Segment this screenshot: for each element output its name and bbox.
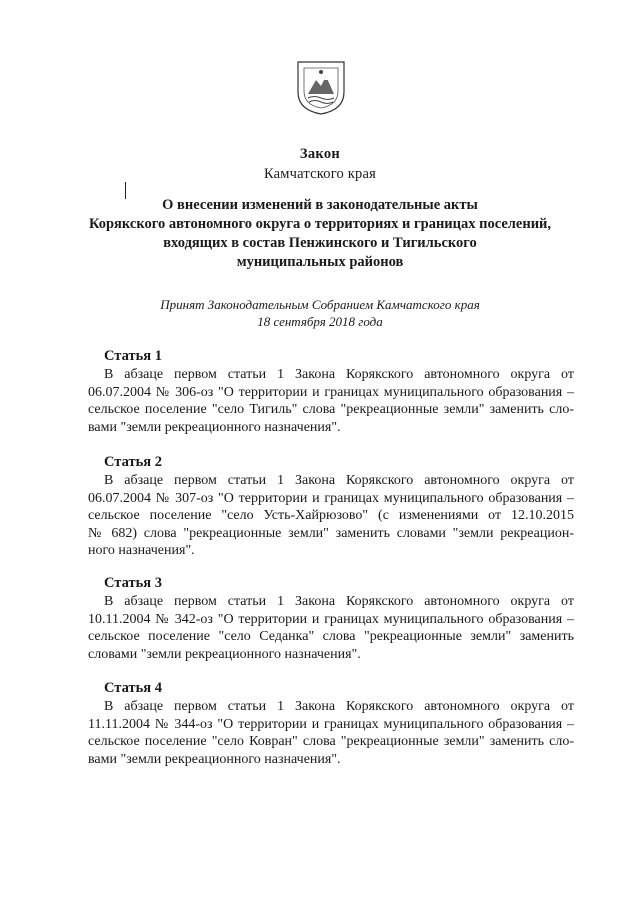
article-3 [88,575,574,663]
law-subtitle: Камчатского края [263,166,376,182]
article-line: 06.07.2004 № 307-оз "О территории и границах муниципального образования – [88,490,574,506]
article-line: В абзаце первом статьи 1 Закона Корякского автономного округа от [104,473,574,488]
coat-of-arms-icon [294,58,348,116]
article-line: В абзаце первом статьи 1 Закона Корякского автономного округа от [104,367,574,382]
heading-line: Корякского автономного округа о территориях и границах поселений, [88,216,552,232]
heading-line: О внесении изменений в законодательные акты [162,197,478,213]
article-line: В абзаце первом статьи 1 Закона Корякского автономного округа от [104,699,574,714]
article-line: 10.11.2004 № 342-оз "О территории и границах муниципального образования – [88,611,574,627]
article-line: сельское поселение "село Усть-Хайрюзово" (с изменениями от 12.10.2015 [88,508,574,523]
law-title: Закон [299,146,341,162]
adoption-line: 18 сентября 2018 года [257,314,383,329]
article-2 [88,454,574,560]
article-line: вами "земли рекреационного назначения". [88,419,341,435]
law-heading [60,196,580,272]
article-line: 11.11.2004 № 344-оз "О территории и границах муниципального образования – [88,716,574,732]
adoption-line: Принят Законодательным Собранием Камчатского края [160,297,480,312]
article-line: В абзаце первом статьи 1 Закона Корякского автономного округа от [104,594,574,609]
article-line: словами "земли рекреационного назначения". [88,646,361,662]
article-title: Статья 4 [104,680,162,696]
article-1 [88,348,574,436]
article-line: сельское поселение "село Тигиль" слова "рекреационные земли" заменить сло- [88,402,574,417]
article-title: Статья 3 [104,575,162,591]
heading-line: муниципальных районов [236,254,404,270]
article-line: сельское поселение "село Ковран" слова "рекреационные земли" заменить сло- [88,734,574,749]
article-title: Статья 2 [104,454,162,470]
article-4 [88,680,574,768]
article-title: Статья 1 [104,348,162,364]
article-line: вами "земли рекреационного назначения". [88,751,341,767]
article-line: 06.07.2004 № 306-оз "О территории и границах муниципального образования – [88,384,574,400]
article-line: сельское поселение "село Седанка" слова "рекреационные земли" заменить [88,629,574,644]
article-line: ного назначения". [88,543,195,558]
article-line: № 682) слова "рекреационные земли" заменить словами "земли рекреацион- [88,525,574,541]
adoption-note [60,296,580,330]
heading-line: входящих в состав Пенжинского и Тигильского [163,235,477,251]
